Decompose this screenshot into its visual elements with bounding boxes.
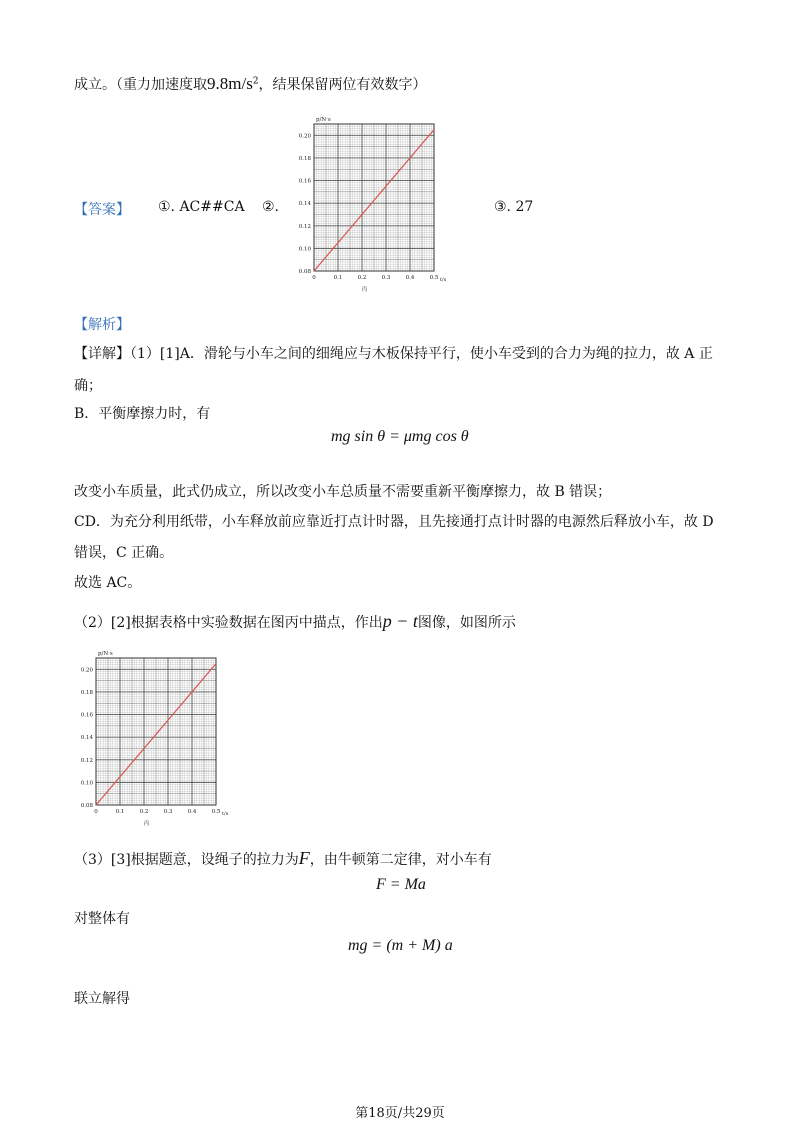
answer-item-3: ③. 27 <box>494 199 534 215</box>
y-tick-label: 0.10 <box>80 780 93 787</box>
chart-caption: 丙 <box>361 287 368 293</box>
chart-caption: 丙 <box>143 821 150 827</box>
intro-line <box>74 74 427 94</box>
x-tick-label: 0.5 <box>429 275 439 281</box>
x-axis-label: t/s <box>440 277 447 283</box>
y-axis-label: p/N·s <box>98 651 113 657</box>
intro-suffix: ，结果保留两位有效数字） <box>258 77 427 93</box>
detail-paragraph-6 <box>74 611 516 632</box>
detail-paragraph-4a: CD．为充分利用纸带，小车释放前应靠近打点计时器，且先接通打点计时器的电源然后释放小车，故 D <box>74 514 714 530</box>
y-tick-label: 0.14 <box>80 735 93 742</box>
x-tick-label: 0.3 <box>381 275 391 281</box>
y-tick-label: 0.08 <box>80 803 93 809</box>
x-tick-label: 0.3 <box>163 809 173 815</box>
page-footer: 第18页/共29页 <box>355 1106 445 1121</box>
y-tick-label: 0.18 <box>80 689 93 696</box>
intro-prefix: 成立。（重力加速度取 <box>74 77 207 93</box>
p-t-chart-solution <box>74 646 240 831</box>
detail-paragraph-5: 故选 AC。 <box>74 575 142 591</box>
p7-suffix: ，由牛顿第二定律，对小车有 <box>309 852 492 868</box>
x-tick-label: 0.1 <box>333 275 343 281</box>
x-tick-label: 0.5 <box>211 809 221 815</box>
detail-paragraph-9: 联立解得 <box>74 991 130 1007</box>
detail-paragraph-1b: 确； <box>74 378 102 394</box>
x-tick-label: 0.1 <box>115 809 125 815</box>
equation-1: mg sin θ = μmg cos θ <box>331 428 469 445</box>
detail-paragraph-8: 对整体有 <box>74 911 130 927</box>
p7-prefix: （3）[3]根据题意，设绳子的拉力为 <box>74 852 299 868</box>
answer-item-2: ②. <box>262 199 280 215</box>
x-tick-label: 0.2 <box>357 275 367 281</box>
p6-math: p − t <box>382 611 418 631</box>
chart-svg <box>292 112 458 297</box>
x-tick-label: 0.4 <box>187 809 197 815</box>
x-tick-label: 0.4 <box>405 275 415 281</box>
x-tick-label: 0.2 <box>139 809 149 815</box>
y-axis-label: p/N·s <box>316 117 331 123</box>
y-tick-label: 0.12 <box>298 223 311 230</box>
p-t-chart-answer <box>292 112 458 297</box>
detail-paragraph-2: B．平衡摩擦力时，有 <box>74 406 211 422</box>
detail-paragraph-1a: 【详解】（1）[1]A．滑轮与小车之间的细绳应与木板保持平行，使小车受到的合力为绳的拉力，故 A 正 <box>74 346 713 362</box>
detail-paragraph-3: 改变小车质量，此式仍成立，所以改变小车总质量不需要重新平衡摩擦力，故 B 错误； <box>74 484 612 500</box>
equation-3: mg = (m + M) a <box>348 937 453 954</box>
equation-2: F = Ma <box>376 876 426 893</box>
detail-paragraph-7 <box>74 848 492 869</box>
p7-math: F <box>298 848 310 868</box>
analysis-label: 【解析】 <box>74 317 130 333</box>
x-axis-label: t/s <box>222 811 229 817</box>
y-tick-label: 0.12 <box>80 757 93 764</box>
p6-suffix: 图像，如图所示 <box>417 615 516 631</box>
y-tick-label: 0.08 <box>298 269 311 275</box>
detail-paragraph-4b: 错误，C 正确。 <box>74 545 174 561</box>
x-tick-label: 0 <box>94 809 98 815</box>
g-exponent: 2 <box>252 76 259 87</box>
y-tick-label: 0.20 <box>298 133 311 140</box>
y-tick-label: 0.16 <box>80 712 93 719</box>
chart-svg <box>74 646 240 831</box>
answer-item-1: ①. AC##CA <box>158 199 245 215</box>
y-tick-label: 0.10 <box>298 246 311 253</box>
y-tick-label: 0.16 <box>298 178 311 185</box>
y-tick-label: 0.20 <box>80 667 93 674</box>
p6-prefix: （2）[2]根据表格中实验数据在图丙中描点，作出 <box>74 615 383 631</box>
g-value: 9.8m/s <box>207 74 253 93</box>
answer-label: 【答案】 <box>74 202 130 218</box>
y-tick-label: 0.18 <box>298 155 311 162</box>
x-tick-label: 0 <box>312 275 316 281</box>
y-tick-label: 0.14 <box>298 201 311 208</box>
